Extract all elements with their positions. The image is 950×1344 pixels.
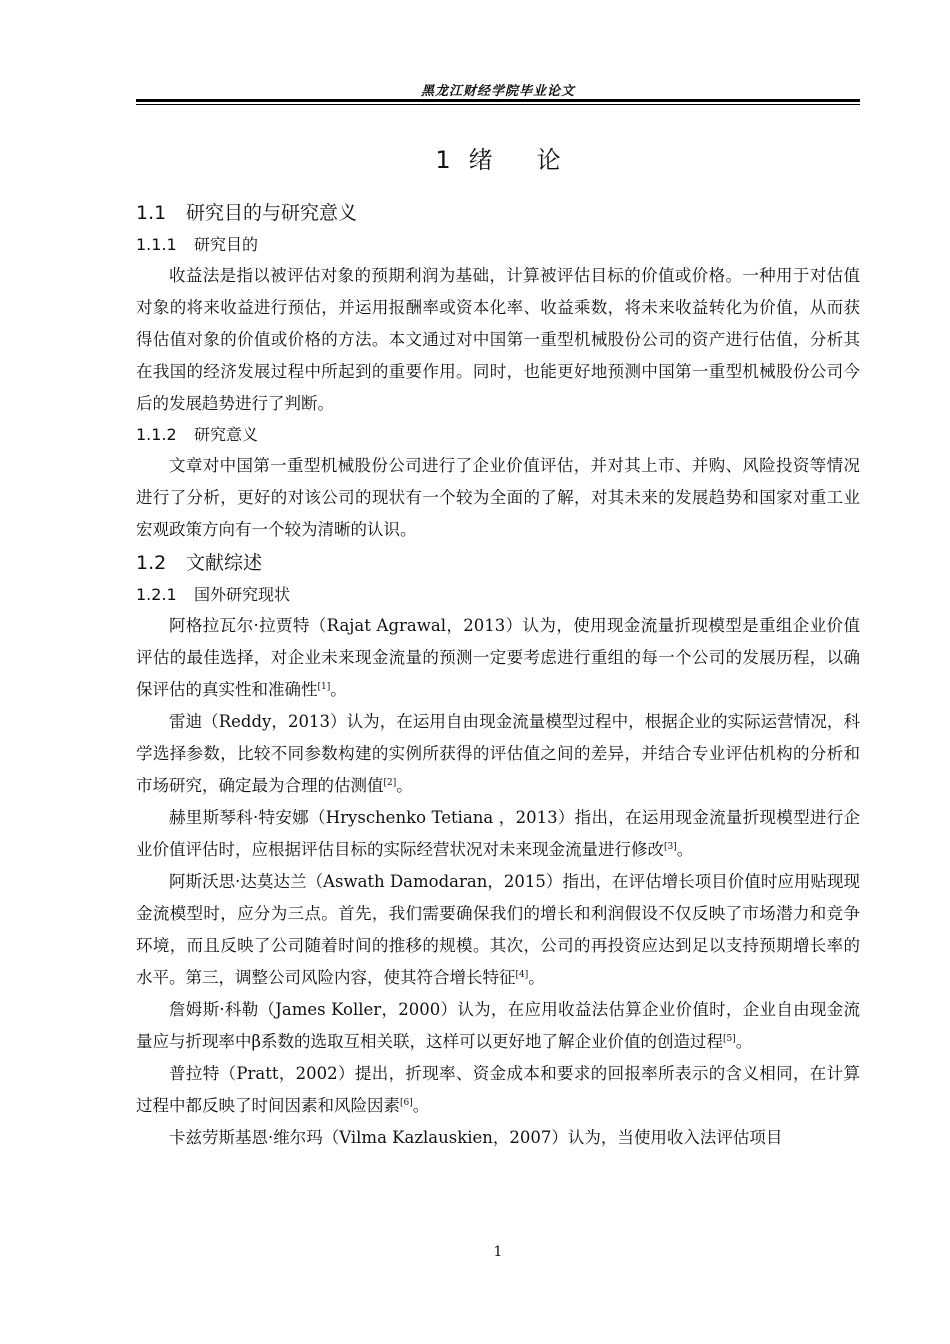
section-heading-1-1-1 <box>136 230 860 260</box>
paragraph-text: 阿斯沃思·达莫达兰（Aswath Damodaran，2015）指出，在评估增长项目价值时应用贴现现金流模型时，应分为三点。首先，我们需要确保我们的增长和利润假设不仅反映了市场潜力和竞争环境，而且反映了公司随着时间的推移的规模。其次，公司的再投资应达到足以支持预期增长率的水平。第三，调整公司风险内容，使其符合增长特征 <box>136 872 860 987</box>
paragraph-pratt <box>136 1058 860 1122</box>
section-heading-1-2 <box>136 546 860 580</box>
paragraph-end: 。 <box>676 840 694 859</box>
section-title: 文献综述 <box>186 552 263 574</box>
chapter-title-part2: 论 <box>536 146 561 174</box>
paragraph-text: 赫里斯琴科·特安娜（Hryschenko Tetiana ，2013）指出，在运用现金流量折现模型进行企业价值评估时，应根据评估目标的实际经营状况对未来现金流量进行修改 <box>136 808 860 859</box>
citation-ref: [5] <box>723 1034 736 1044</box>
paragraph-research-purpose: 收益法是指以被评估对象的预期利润为基础，计算被评估目标的价值或价格。一种用于对估值对象的将来收益进行预估，并运用报酬率或资本化率、收益乘数，将未来收益转化为价值，从而获得估值对象的价值或价格的方法。本文通过对中国第一重型机械股份公司的资产进行估值，分析其在我国的经济发展过程中所起到的重要作用。同时，也能更好地预测中国第一重型机械股份公司今后的发展趋势进行了判断。 <box>136 266 860 413</box>
paragraph-research-significance: 文章对中国第一重型机械股份公司进行了企业价值评估，并对其上市、并购、风险投资等情况进行了分析，更好的对该公司的现状有一个较为全面的了解，对其未来的发展趋势和国家对重工业宏观政策方向有一个较为清晰的认识。 <box>136 456 860 539</box>
paragraph-kazlauskien: 卡兹劳斯基恩·维尔玛（Vilma Kazlauskien，2007）认为，当使用收入法评估项目 <box>169 1128 783 1147</box>
body-text <box>136 196 860 1154</box>
paragraph-end: 。 <box>528 968 545 987</box>
section-heading-1-1-2 <box>136 420 860 450</box>
citation-ref: [6] <box>400 1098 413 1108</box>
section-number: 1.2 <box>136 552 167 574</box>
chapter-title-part1: 绪 <box>468 146 493 174</box>
section-number: 1.1 <box>136 202 167 224</box>
citation-ref: [1] <box>317 682 331 692</box>
paragraph-text: 阿格拉瓦尔·拉贾特（Rajat Agrawal，2013）认为，使用现金流量折现模型是重组企业价值评估的最佳选择，对企业未来现金流量的预测一定要考虑进行重组的每一个公司的发展历程，以确保评估的真实性和准确性 <box>136 616 860 699</box>
paragraph-end: 。 <box>330 680 347 699</box>
section-title: 研究意义 <box>194 425 259 444</box>
paragraph-agrawal <box>136 610 860 706</box>
section-number: 1.1.1 <box>136 235 177 254</box>
chapter-title <box>136 140 860 175</box>
running-header: 黑龙江财经学院毕业论文 <box>420 84 575 99</box>
paragraph-damodaran <box>136 866 860 994</box>
paragraph-end: 。 <box>735 1032 753 1051</box>
paragraph-text: 詹姆斯·科勒（James Koller，2000）认为，在应用收益法估算企业价值时，企业自由现金流量应与折现率中β系数的选取互相关联，这样可以更好地了解企业价值的创造过程 <box>136 1000 860 1051</box>
paragraph-text: 雷迪（Reddy，2013）认为，在运用自由现金流量模型过程中，根据企业的实际运营情况，科学选择参数，比较不同参数构建的实例所获得的评估值之间的差异，并结合专业评估机构的分析和市场研究，确定最为合理的估测值 <box>136 712 860 795</box>
paragraph-hryschenko <box>136 802 860 866</box>
section-number: 1.1.2 <box>136 425 177 444</box>
paragraph-koller <box>136 994 860 1058</box>
citation-ref: [4] <box>515 970 529 980</box>
citation-ref: [2] <box>383 778 397 788</box>
section-heading-1-1 <box>136 196 860 230</box>
paragraph-reddy <box>136 706 860 802</box>
paragraph-end: 。 <box>412 1096 430 1115</box>
section-title: 研究目的与研究意义 <box>186 202 358 224</box>
paragraph-text: 普拉特（Pratt，2002）提出，折现率、资金成本和要求的回报率所表示的含义相同，在计算过程中都反映了时间因素和风险因素 <box>136 1064 860 1115</box>
citation-ref: [3] <box>664 842 677 852</box>
section-number: 1.2.1 <box>136 585 177 604</box>
section-title: 国外研究现状 <box>194 585 291 604</box>
section-title: 研究目的 <box>194 235 259 254</box>
header-rule-thin <box>136 104 860 105</box>
chapter-number: 1 <box>435 146 451 174</box>
page-number: 1 <box>493 1244 503 1260</box>
section-heading-1-2-1 <box>136 580 860 610</box>
header-rule-thick <box>136 99 860 102</box>
paragraph-end: 。 <box>396 776 413 795</box>
